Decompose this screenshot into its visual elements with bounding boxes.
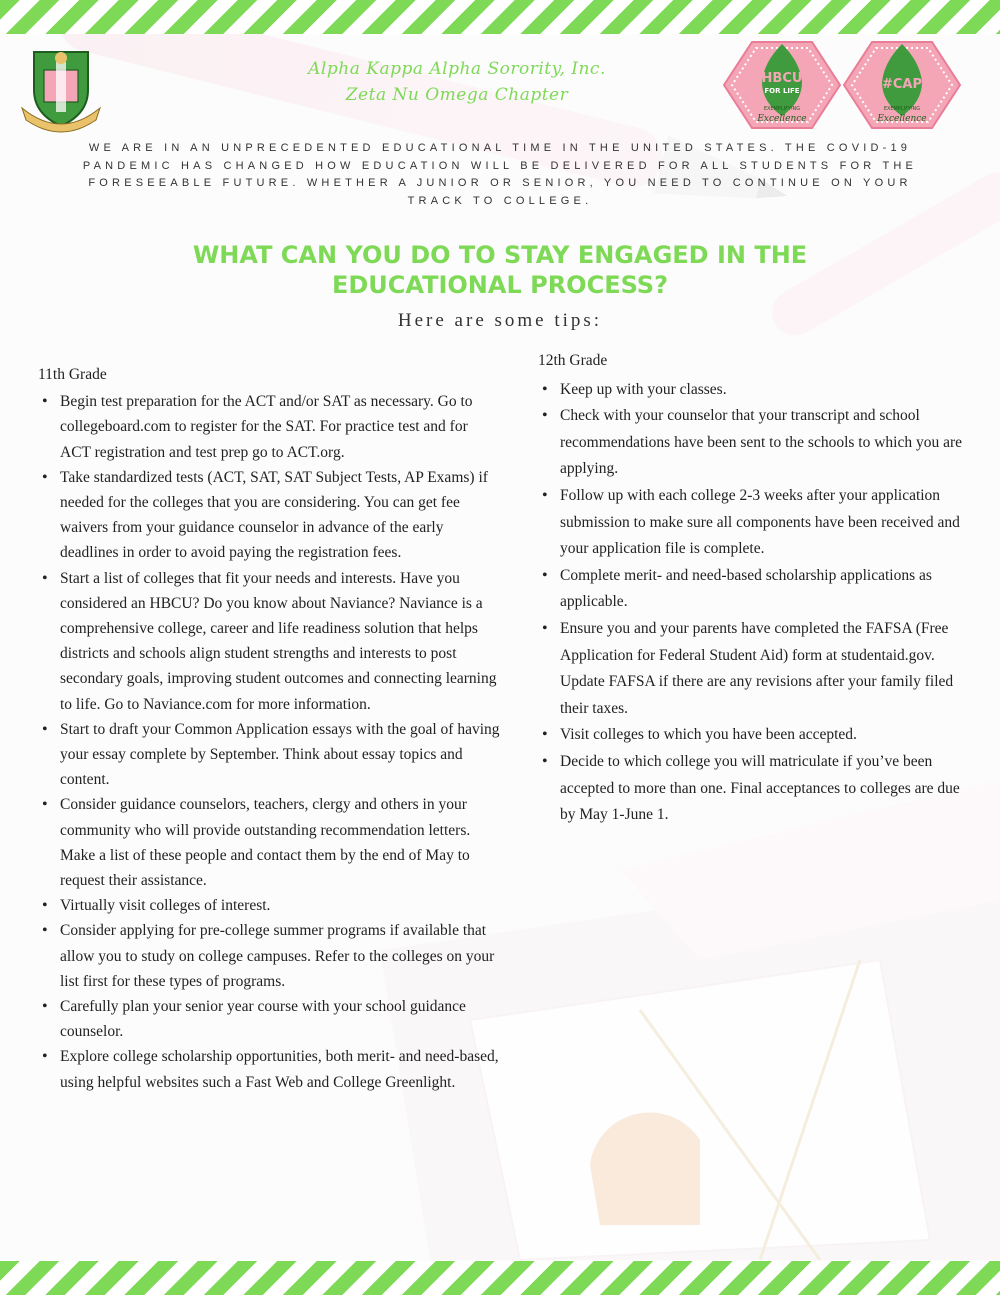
main-headline [120,240,880,300]
twelfth-grade-list [538,377,970,829]
eleventh-grade-list [38,389,500,1095]
list-item: • Explore college scholarship opportunities, both merit- and need-based, using helpful websites such a Fast Web and College Greenlight. [60,1044,500,1094]
intro-paragraph: WE ARE IN AN UNPRECEDENTED EDUCATIONAL TIME IN THE UNITED STATES. THE COVID-19 PANDEMIC HAS CHANGED HOW EDUCATION WILL BE DELIVERED FOR ALL STUDENTS FOR THE FORESEEABLE FUTURE. WHETHER A JUNIOR OR SENIOR, YOU NEED TO CONTINUE ON YOUR TRACK TO COLLEGE. [82,142,918,207]
badge1-text-hbcu: HBCU [761,71,803,86]
list-item: • Check with your counselor that your transcript and school recommendations have been sent to the schools to which you are applying. [560,403,970,483]
list-item: • Start a list of colleges that fit your needs and interests. Have you considered an HBCU? Do you know about Naviance? Naviance is a comprehensive college, career and life readiness solution that helps districts and schools align student strengths and interests to post secondary goals, improving student outcomes and connecting learning to life. Go to Naviance.com for more information. [60,566,500,717]
list-item: • Visit colleges to which you have been accepted. [560,722,970,749]
list-item: • Take standardized tests (ACT, SAT, SAT Subject Tests, AP Exams) if needed for the colleges that you are considering. You can get fee waivers from your guidance counselor in advance of the early deadlines in order to avoid paying the registration fees. [60,465,500,566]
twelfth-grade-title: 12th Grade [538,352,608,369]
badge2-text-exemplifying: EXEMPLIFYING [883,106,921,112]
badge1-text-exemplifying: EXEMPLIFYING [763,106,801,112]
list-item: • Begin test preparation for the ACT and/or SAT as necessary. Go to collegeboard.com to register for the SAT. For practice test and for ACT registration and test prep go to ACT.org. [60,389,500,465]
list-item: • Ensure you and your parents have completed the FAFSA (Free Application for Federal Student Aid) form at studentaid.gov. Update FAFSA if there are any revisions after your family filed their taxes. [560,616,970,722]
list-item: • Keep up with your classes. [560,377,970,404]
chapter-name: Zeta Nu Omega Chapter [345,85,569,105]
list-item: • Decide to which college you will matriculate if you’ve been accepted to more than one. Final acceptances to colleges are due by May 1-June 1. [560,749,970,829]
headline-line-1: WHAT CAN YOU DO TO STAY ENGAGED IN THE [192,241,808,269]
badge2-text-excellence: Excellence [877,114,927,124]
twelfth-grade-section [538,348,970,829]
badge2-text-cap: #CAP [881,77,923,92]
list-item: • Start to draft your Common Application essays with the goal of having your essay complete by September. Think about essay topics and content. [60,717,500,793]
list-item: • Complete merit- and need-based scholarship applications as applicable. [560,563,970,616]
org-name: Alpha Kappa Alpha Sorority, Inc. [308,59,606,79]
eleventh-grade-title: 11th Grade [38,366,107,383]
list-item: • Virtually visit colleges of interest. [60,893,500,918]
list-item: • Consider applying for pre-college summer programs if available that allow you to study on college campuses. Refer to the colleges on your list first for these types of programs. [60,918,500,994]
eleventh-grade-section [38,362,500,1095]
hbcu-for-life-badge [722,40,842,130]
bottom-stripe-border [0,1261,1000,1295]
list-item: • Consider guidance counselors, teachers, clergy and others in your community who will provide outstanding recommendation letters. Make a list of these people and contact them by the end of May to request their assistance. [60,792,500,893]
list-item: • Carefully plan your senior year course with your school guidance counselor. [60,994,500,1044]
list-item: • Follow up with each college 2-3 weeks after your application submission to make sure all components have been received and your application file is complete. [560,483,970,563]
tips-subheading: Here are some tips: [397,310,603,331]
headline-line-2: EDUCATIONAL PROCESS? [331,271,669,299]
chapter-title [262,56,652,108]
badge1-text-excellence: Excellence [757,114,807,124]
top-stripe-border [0,0,1000,34]
cap-badge [842,40,962,130]
sorority-crest-logo [20,46,102,134]
badge1-text-for-life: FOR LIFE [764,87,800,95]
